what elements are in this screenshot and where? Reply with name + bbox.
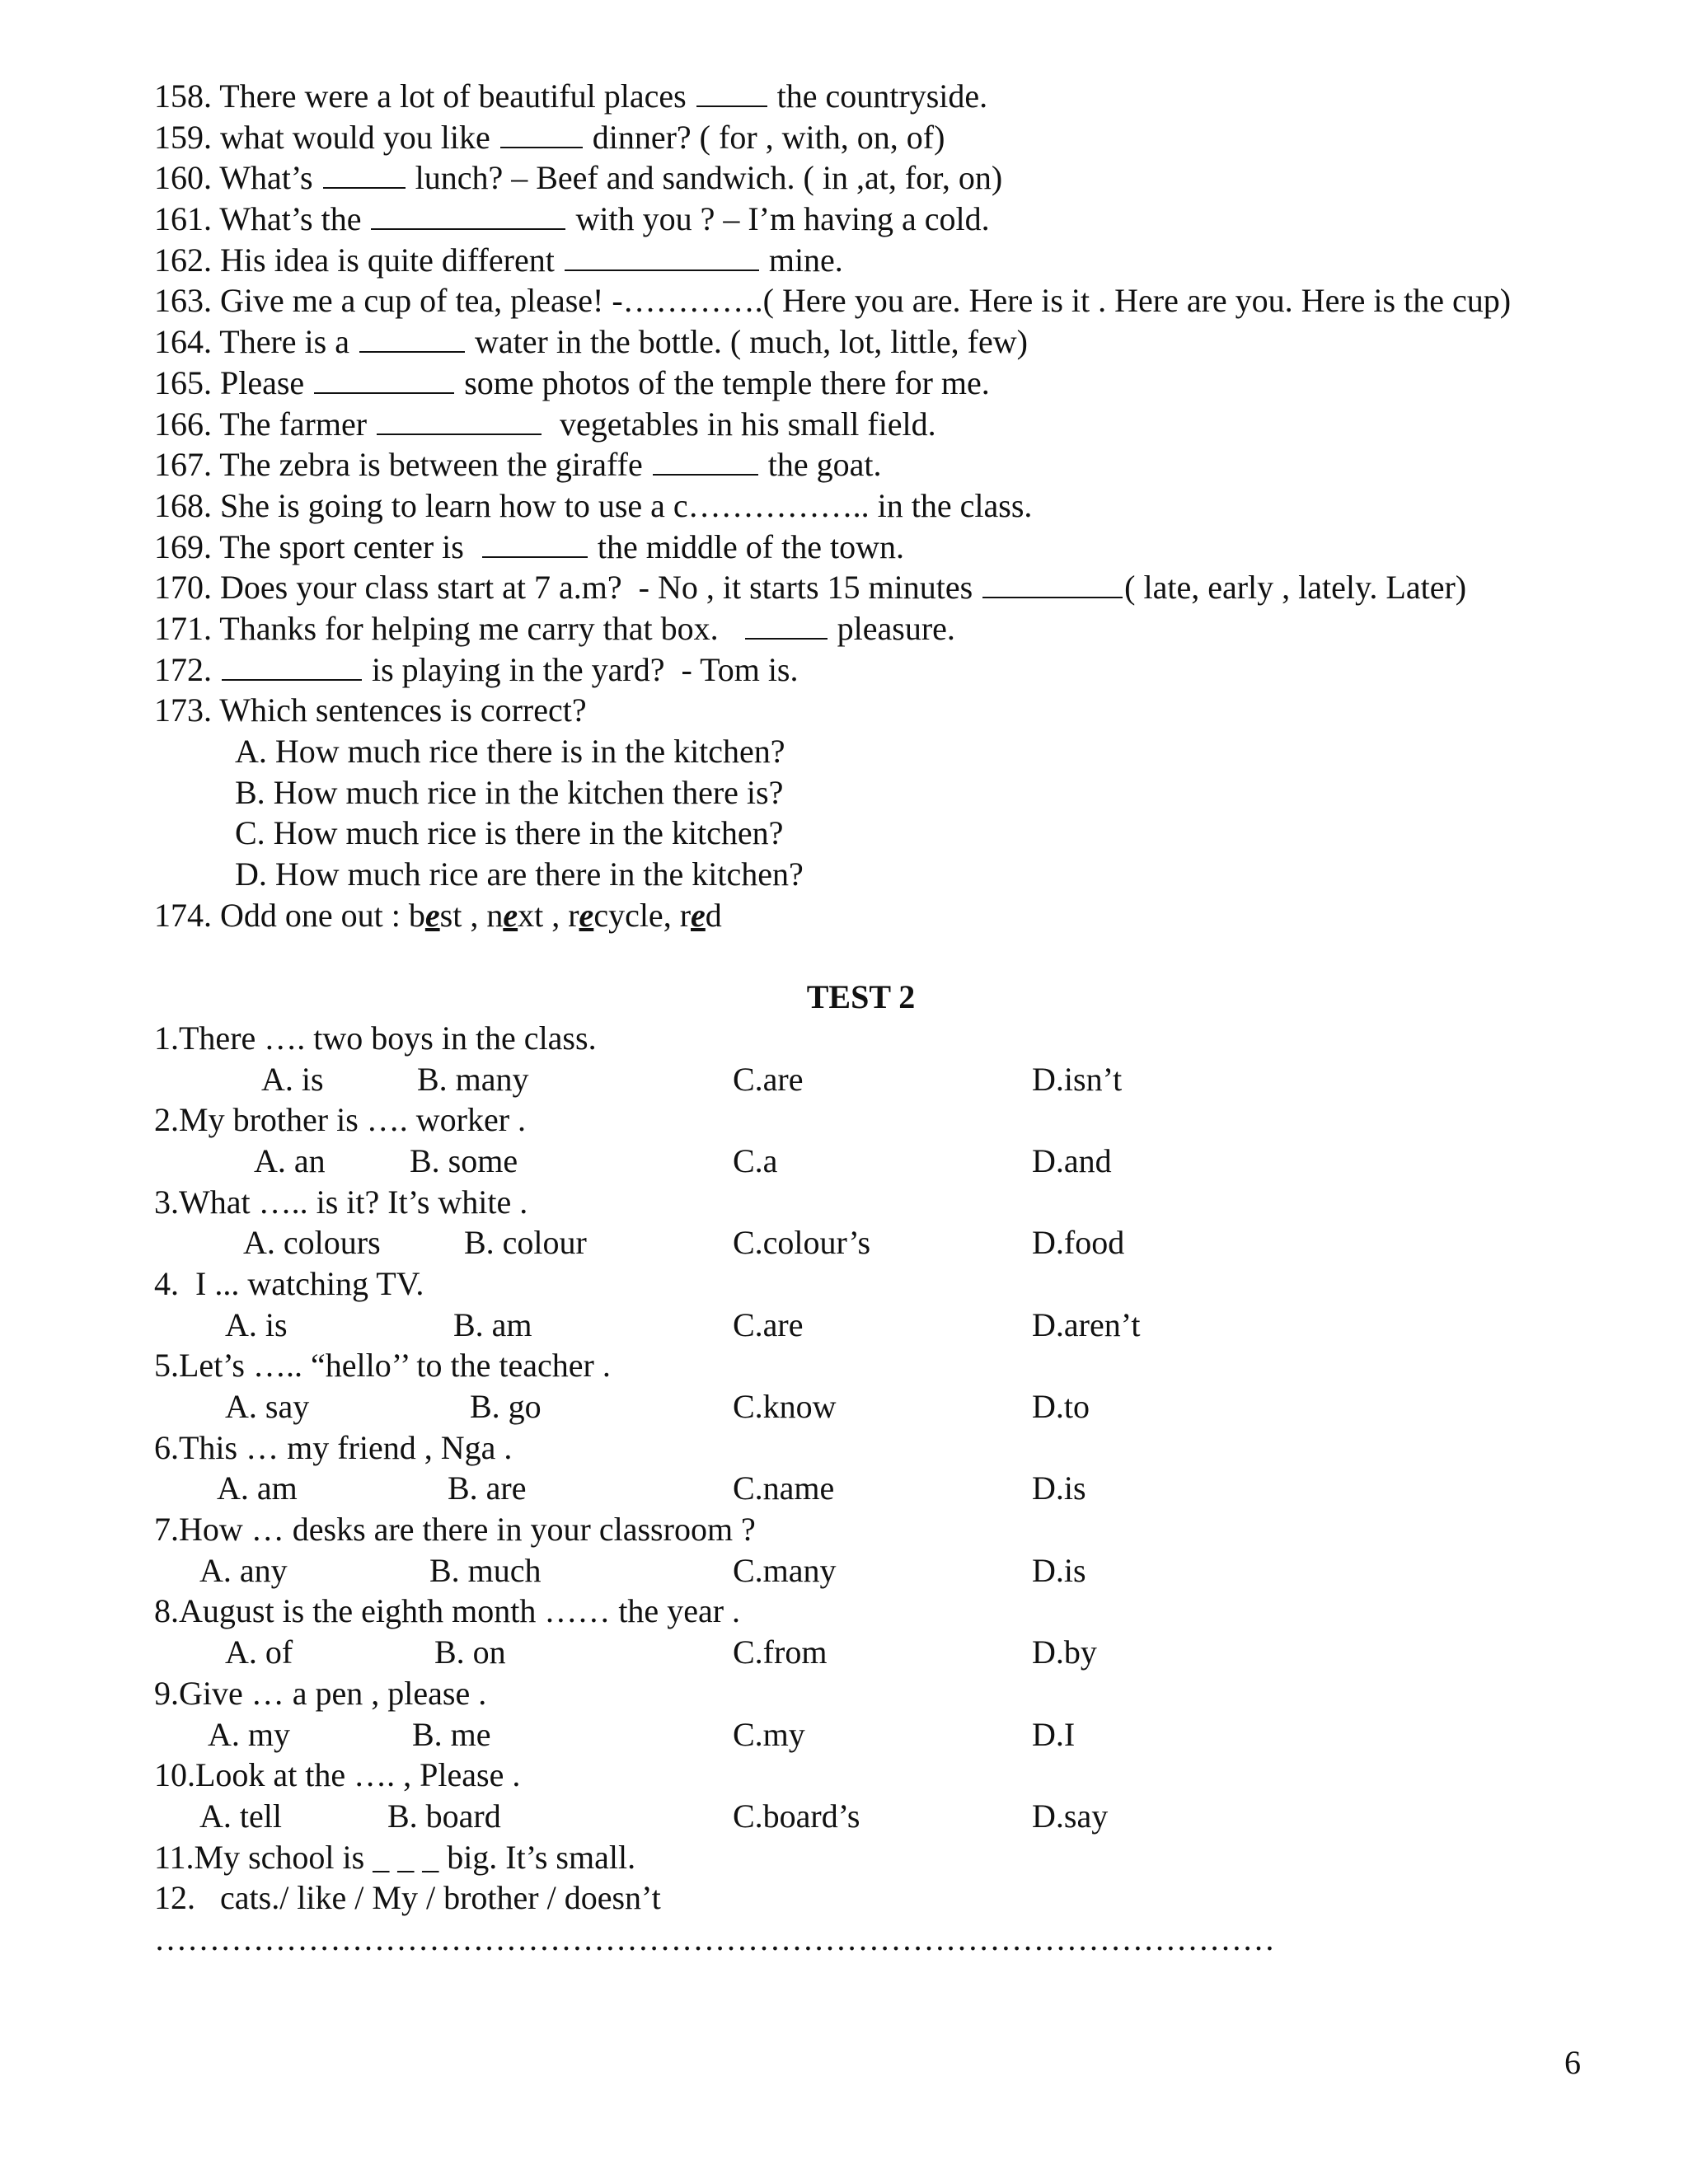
option-d: D.food xyxy=(1032,1224,1125,1262)
question-164: 164. There is a water in the bottle. ( much, lot, little, few) xyxy=(154,323,1028,361)
test2-q12-answer-line: ………………………………………………………………………………………… xyxy=(154,1919,1275,1957)
option-b: B. colour xyxy=(464,1224,587,1262)
option-a: A. any xyxy=(199,1551,288,1589)
answer-blank xyxy=(371,202,565,230)
question-169: 169. The sport center is the middle of the town. xyxy=(154,527,904,565)
option-a: A. is xyxy=(225,1305,288,1343)
option-c: C.from xyxy=(733,1633,828,1671)
option-b: B. are xyxy=(448,1469,527,1507)
test2-q7-options xyxy=(154,1550,1605,1591)
answer-blank xyxy=(323,161,406,189)
question-171: 171. Thanks for helping me carry that box. pleasure. xyxy=(154,609,955,647)
question-173-option-b: B. How much rice in the kitchen there is? xyxy=(235,773,784,811)
option-a: A. of xyxy=(225,1633,293,1671)
answer-blank xyxy=(377,407,542,435)
option-a: A. my xyxy=(208,1715,290,1753)
question-167: 167. The zebra is between the giraffe the goat. xyxy=(154,446,882,484)
option-a: A. say xyxy=(225,1388,310,1426)
question-174: 174. Odd one out : best , next , recycle, red xyxy=(154,896,722,934)
option-b: B. much xyxy=(429,1551,542,1589)
test2-q10-stem: 10.Look at the …. , Please . xyxy=(154,1756,521,1794)
answer-blank xyxy=(222,653,362,681)
test2-q9-options xyxy=(154,1714,1605,1755)
answer-blank xyxy=(482,530,588,558)
test2-q11: 11.My school is _ _ _ big. It’s small. xyxy=(154,1838,636,1876)
option-c: C.a xyxy=(733,1141,778,1179)
worksheet-page xyxy=(154,76,1605,1960)
section-title: TEST 2 xyxy=(806,978,916,1016)
question-173-option-c: C. How much rice is there in the kitchen? xyxy=(235,814,784,852)
option-b: B. on xyxy=(434,1633,506,1671)
test2-q7-stem: 7.How … desks are there in your classroom ? xyxy=(154,1511,756,1549)
option-c: C.board’s xyxy=(733,1797,860,1835)
test2-q12: 12. cats./ like / My / brother / doesn’t xyxy=(154,1879,661,1917)
spacer xyxy=(154,935,1605,977)
option-d: D.and xyxy=(1032,1141,1112,1179)
option-d: D.I xyxy=(1032,1715,1076,1753)
option-c: C.colour’s xyxy=(733,1224,871,1262)
question-166: 166. The farmer vegetables in his small field. xyxy=(154,405,936,443)
option-d: D.by xyxy=(1032,1633,1097,1671)
test2-q8-stem: 8.August is the eighth month …… the year . xyxy=(154,1592,741,1630)
option-b: B. board xyxy=(387,1797,501,1835)
question-168: 168. She is going to learn how to use a c…………….. in the class. xyxy=(154,486,1033,524)
question-172: 172. is playing in the yard? - Tom is. xyxy=(154,650,799,688)
option-b: B. many xyxy=(417,1060,529,1098)
question-165: 165. Please some photos of the temple there for me. xyxy=(154,363,990,401)
answer-blank xyxy=(359,325,465,353)
question-159: 159. what would you like dinner? ( for , with, on, of) xyxy=(154,118,945,156)
question-158: 158. There were a lot of beautiful places the countryside. xyxy=(154,77,988,115)
option-d: D.say xyxy=(1032,1797,1109,1835)
option-c: C.many xyxy=(733,1551,837,1589)
question-173-stem: 173. Which sentences is correct? xyxy=(154,691,587,729)
question-173-option-d: D. How much rice are there in the kitchen? xyxy=(235,855,804,893)
test2-q2-options xyxy=(154,1141,1605,1182)
option-d: D.is xyxy=(1032,1551,1086,1589)
option-a: A. colours xyxy=(243,1224,381,1262)
test2-q6-stem: 6.This … my friend , Nga . xyxy=(154,1428,513,1466)
answer-blank xyxy=(745,612,828,640)
answer-blank xyxy=(696,79,767,107)
option-b: B. am xyxy=(453,1305,532,1343)
question-163: 163. Give me a cup of tea, please! -………….( Here you are. Here is it . Here are you. Here is the cup) xyxy=(154,282,1512,320)
answer-blank xyxy=(565,243,759,271)
option-d: D.is xyxy=(1032,1469,1086,1507)
option-d: D.isn’t xyxy=(1032,1060,1123,1098)
option-b: B. me xyxy=(412,1715,491,1753)
test2-q10-options xyxy=(154,1796,1605,1837)
test2-q2-stem: 2.My brother is …. worker . xyxy=(154,1101,527,1139)
test2-q3-options xyxy=(154,1222,1605,1263)
option-d: D.aren’t xyxy=(1032,1305,1141,1343)
option-c: C.know xyxy=(733,1388,837,1426)
option-d: D.to xyxy=(1032,1388,1090,1426)
option-b: B. go xyxy=(470,1388,542,1426)
option-c: C.name xyxy=(733,1469,835,1507)
option-c: C.are xyxy=(733,1305,804,1343)
test2-q9-stem: 9.Give … a pen , please . xyxy=(154,1674,487,1712)
question-170: 170. Does your class start at 7 a.m? - No , it starts 15 minutes ( late, early , lately. Later) xyxy=(154,569,1467,607)
answer-blank xyxy=(500,120,583,148)
option-a: A. an xyxy=(254,1141,326,1179)
answer-blank xyxy=(982,570,1123,598)
test2-q1-options xyxy=(154,1059,1605,1100)
answer-blank xyxy=(314,366,454,394)
option-a: A. tell xyxy=(199,1797,282,1835)
test2-q4-stem: 4. I ... watching TV. xyxy=(154,1264,424,1302)
test2-q6-options xyxy=(154,1468,1605,1509)
question-173-option-a: A. How much rice there is in the kitchen? xyxy=(235,733,785,771)
answer-blank xyxy=(653,448,758,476)
test2-q1-stem: 1.There …. two boys in the class. xyxy=(154,1019,597,1057)
question-162: 162. His idea is quite different mine. xyxy=(154,241,843,279)
test2-q5-stem: 5.Let’s ….. “hello’’ to the teacher . xyxy=(154,1347,611,1385)
option-b: B. some xyxy=(410,1141,518,1179)
question-161: 161. What’s the with you ? – I’m having a cold. xyxy=(154,200,990,238)
option-c: C.my xyxy=(733,1715,805,1753)
question-160: 160. What’s lunch? – Beef and sandwich. ( in ,at, for, on) xyxy=(154,159,1003,197)
test2-q8-options xyxy=(154,1632,1605,1673)
test2-q4-options xyxy=(154,1305,1605,1346)
option-a: A. is xyxy=(261,1060,324,1098)
option-a: A. am xyxy=(217,1469,298,1507)
test2-q3-stem: 3.What ….. is it? It’s white . xyxy=(154,1183,528,1221)
test2-q5-options xyxy=(154,1386,1605,1427)
page-number: 6 xyxy=(1564,2044,1581,2081)
option-c: C.are xyxy=(733,1060,804,1098)
